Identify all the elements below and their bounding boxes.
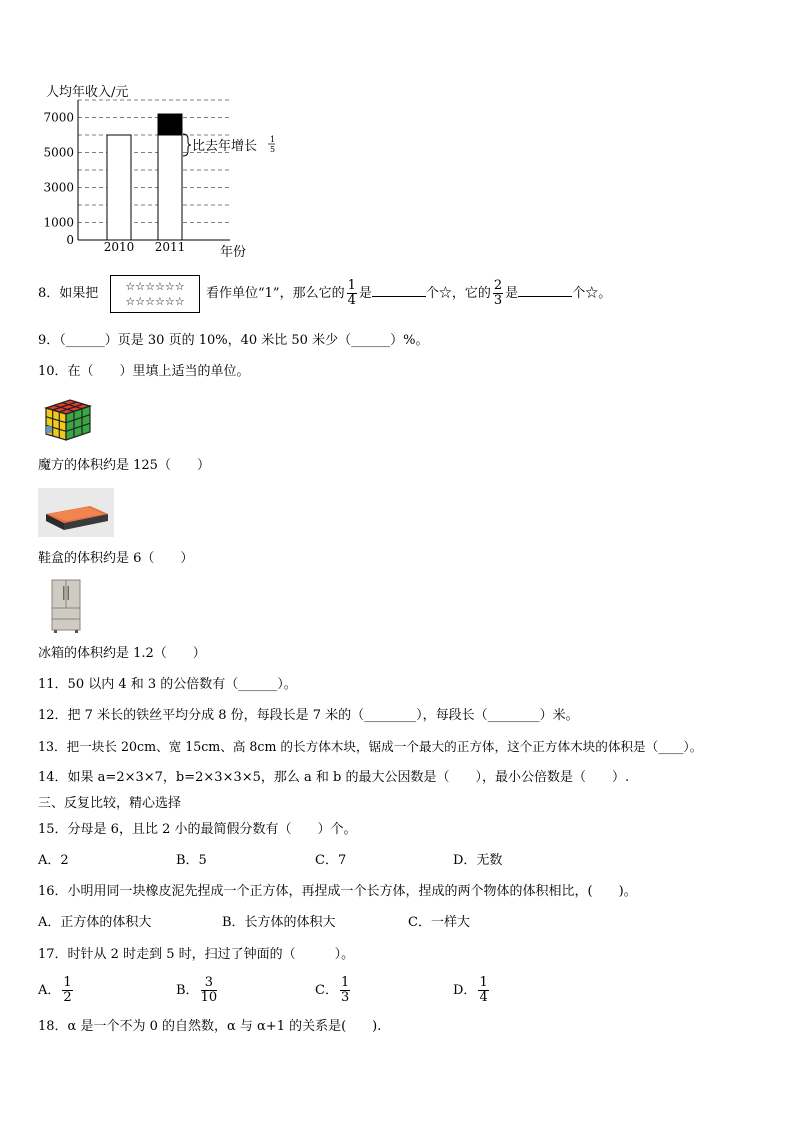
question-17: 17．时针从 2 时走到 5 时，扫过了钟面的（ ）。 bbox=[38, 947, 355, 962]
increase-frac-den: 5 bbox=[270, 145, 276, 154]
q17-d-label: D． bbox=[453, 983, 477, 998]
y-tick-labels bbox=[43, 111, 74, 248]
question-9: 9．（______）页是 30 页的 10%，40 米比 50 米少（______）%。 bbox=[38, 333, 429, 348]
question-10b: 鞋盒的体积约是 6（ ） bbox=[38, 551, 194, 566]
q8-text-4: 个☆，它的 bbox=[425, 286, 491, 301]
question-16: 16．小明用同一块橡皮泥先捏成一个正方体，再捏成一个长方体，捏成的两个物体的体积相比，( )。 bbox=[38, 884, 637, 899]
star-box bbox=[110, 275, 200, 313]
q15-option-a[interactable]: A．2 bbox=[38, 853, 69, 868]
question-10a: 魔方的体积约是 125（ ） bbox=[38, 458, 210, 473]
q17-a-fraction bbox=[62, 976, 72, 1005]
bar-increase-segment bbox=[158, 114, 182, 135]
refrigerator-picture bbox=[50, 578, 82, 634]
shoe-box-picture bbox=[38, 488, 114, 537]
q17-option-b[interactable] bbox=[176, 972, 219, 1010]
q8-text-5: 是 bbox=[505, 286, 519, 301]
q8-f2-num: 2 bbox=[493, 278, 503, 293]
y-tick-label: 7000 bbox=[43, 110, 74, 125]
bar-2011 bbox=[158, 135, 182, 240]
y-axis-label: 人均年收入/元 bbox=[46, 85, 129, 100]
q16-option-b[interactable]: B．长方体的体积大 bbox=[222, 915, 336, 930]
q17-a-den: 2 bbox=[63, 990, 72, 1005]
q17-b-fraction bbox=[201, 976, 218, 1005]
question-18: 18．α 是一个不为 0 的自然数，α 与 α+1 的关系是( ). bbox=[38, 1019, 382, 1034]
q17-b-den: 10 bbox=[200, 990, 218, 1005]
question-15: 15．分母是 6，且比 2 小的最简假分数有（ ）个。 bbox=[38, 822, 357, 837]
question-10c: 冰箱的体积约是 1.2（ ） bbox=[38, 646, 206, 661]
q16-option-c[interactable]: C．一样大 bbox=[408, 915, 470, 930]
shoe-box-icon bbox=[38, 488, 114, 537]
increase-frac-num: 1 bbox=[270, 135, 276, 144]
question-12: 12．把 7 米长的铁丝平均分成 8 份，每段长是 7 米的（________），每段长（________）米。 bbox=[38, 708, 579, 723]
q8-text-3: 是 bbox=[358, 286, 372, 301]
q8-text-2: 看作单位“1”，那么它的 bbox=[206, 286, 345, 301]
q17-option-a[interactable] bbox=[38, 972, 75, 1010]
question-13: 13．把一块长 20cm、宽 15cm、高 8cm 的长方体木块，锯成一个最大的正方体，这个正方体木块的体积是（____）。 bbox=[38, 739, 703, 754]
question-8-rest bbox=[206, 276, 611, 312]
x-tick-labels bbox=[104, 240, 186, 254]
q15-option-b[interactable]: B．5 bbox=[176, 853, 207, 868]
q17-c-num: 1 bbox=[340, 975, 350, 990]
q15-option-d[interactable]: D．无数 bbox=[453, 853, 503, 868]
question-10: 10．在（ ）里填上适当的单位。 bbox=[38, 364, 250, 379]
x-tick-label: 2011 bbox=[154, 240, 186, 254]
q16-option-a[interactable]: A．正方体的体积大 bbox=[38, 915, 152, 930]
q8-blank-2[interactable] bbox=[518, 284, 572, 297]
q17-d-den: 4 bbox=[479, 990, 488, 1005]
q8-text-1: 8．如果把 bbox=[38, 286, 99, 301]
q17-d-num: 1 bbox=[479, 975, 488, 990]
increase-label: 比去年增长 bbox=[192, 139, 258, 154]
q8-f1-den: 4 bbox=[347, 293, 356, 308]
question-8 bbox=[38, 285, 98, 303]
q17-d-fraction bbox=[478, 976, 488, 1005]
q8-fraction-1 bbox=[347, 279, 357, 308]
income-bar-chart bbox=[40, 80, 290, 260]
question-11: 11．50 以内 4 和 3 的公倍数有（______）。 bbox=[38, 677, 297, 692]
y-tick-label: 3000 bbox=[43, 180, 74, 195]
question-14: 14．如果 a=2×3×7，b=2×3×3×5，那么 a 和 b 的最大公因数是（ ），最小公倍数是（ ）. bbox=[38, 770, 630, 785]
q8-f1-num: 1 bbox=[347, 278, 356, 293]
rubiks-cube-picture bbox=[40, 396, 94, 444]
q17-c-fraction bbox=[340, 976, 350, 1005]
star-row-1: ☆☆☆☆☆☆ bbox=[125, 280, 185, 293]
q8-fraction-2 bbox=[493, 279, 503, 308]
q8-f2-den: 3 bbox=[493, 293, 503, 308]
q17-a-label: A． bbox=[38, 983, 61, 998]
y-tick-label: 1000 bbox=[43, 215, 74, 230]
q17-a-num: 1 bbox=[63, 975, 72, 990]
q17-option-c[interactable] bbox=[315, 972, 352, 1010]
q8-blank-1[interactable] bbox=[372, 284, 426, 297]
y-tick-label: 0 bbox=[66, 233, 74, 247]
y-tick-label: 5000 bbox=[43, 145, 74, 160]
chart-grid bbox=[78, 100, 230, 223]
q17-b-num: 3 bbox=[201, 976, 218, 991]
x-axis-label: 年份 bbox=[220, 245, 247, 260]
bar-2010 bbox=[107, 135, 131, 240]
q17-b-label: B． bbox=[176, 983, 199, 998]
section-3-heading: 三、反复比较，精心选择 bbox=[38, 796, 182, 811]
q17-option-d[interactable] bbox=[453, 972, 491, 1010]
x-tick-label: 2010 bbox=[103, 240, 135, 254]
q17-c-label: C． bbox=[315, 983, 338, 998]
bars bbox=[107, 114, 182, 240]
star-row-2: ☆☆☆☆☆☆ bbox=[125, 295, 185, 308]
q8-text-6: 个☆。 bbox=[572, 286, 612, 301]
q15-option-c[interactable]: C．7 bbox=[315, 853, 347, 868]
q17-c-den: 3 bbox=[340, 990, 350, 1005]
